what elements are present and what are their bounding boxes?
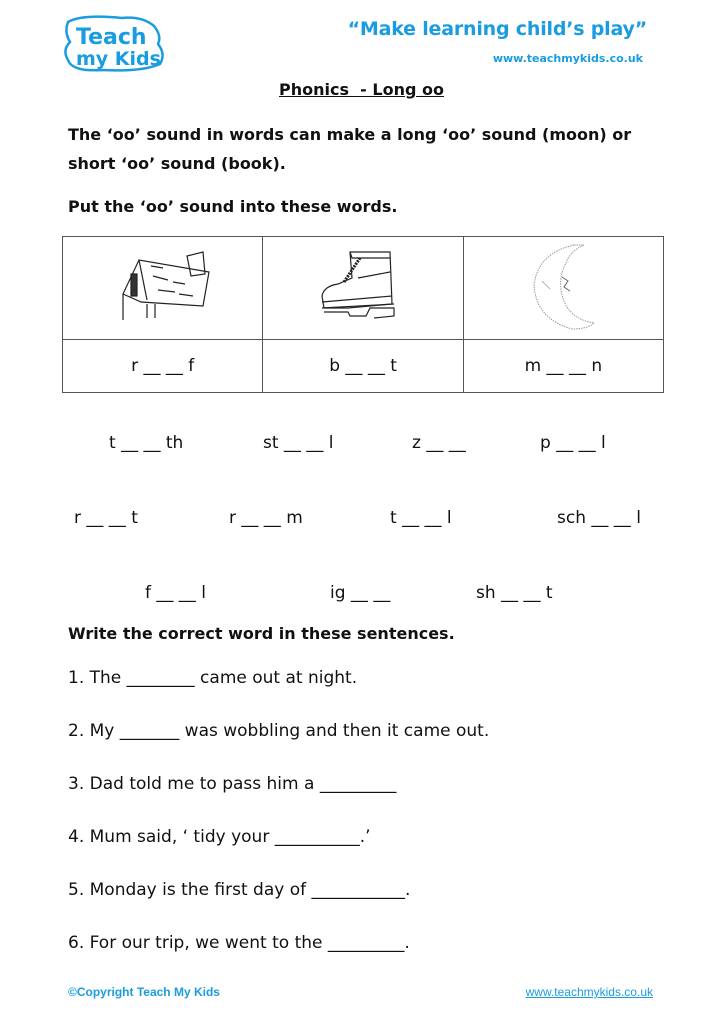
fill-word: f __ __ l bbox=[145, 583, 206, 603]
sentence-4: 4. Mum said, ‘ tidy your __________.’ bbox=[68, 827, 371, 847]
intro-text: The ‘oo’ sound in words can make a long ‘oo’ sound (moon) or short ‘oo’ sound (book). bbox=[68, 125, 632, 173]
word-cell-boot bbox=[263, 340, 463, 393]
sentence-3: 3. Dad told me to pass him a _________ bbox=[68, 774, 397, 794]
fill-word: sh __ __ t bbox=[476, 583, 553, 603]
svg-text:my Kids: my Kids bbox=[76, 48, 161, 70]
roof-icon bbox=[113, 246, 213, 326]
picture-cell-roof bbox=[63, 237, 263, 340]
fill-word: r __ __ f bbox=[131, 356, 195, 376]
fill-word: r __ __ t bbox=[74, 508, 138, 528]
instruction-fill: Put the ‘oo’ sound into these words. bbox=[68, 197, 398, 216]
fill-word: z __ __ bbox=[412, 433, 466, 453]
teach-my-kids-logo bbox=[62, 14, 166, 72]
sentence-5: 5. Monday is the first day of ___________. bbox=[68, 880, 411, 900]
sentence-2: 2. My _______ was wobbling and then it came out. bbox=[68, 721, 490, 741]
picture-table bbox=[62, 236, 664, 393]
fill-word: r __ __ m bbox=[229, 508, 303, 528]
word-cell-moon bbox=[463, 340, 663, 393]
picture-cell-boot bbox=[263, 237, 463, 340]
sentence-1: 1. The ________ came out at night. bbox=[68, 668, 358, 688]
boot-icon bbox=[318, 246, 408, 326]
picture-cell-moon bbox=[463, 237, 663, 340]
tagline: “Make learning child’s play” bbox=[347, 18, 647, 40]
sentence-6: 6. For our trip, we went to the _________. bbox=[68, 933, 410, 953]
instruction-sentences: Write the correct word in these sentences. bbox=[68, 624, 455, 643]
fill-word: st __ __ l bbox=[263, 433, 334, 453]
fill-word: sch __ __ l bbox=[557, 508, 641, 528]
fill-word: ig __ __ bbox=[330, 583, 391, 603]
word-cell-roof bbox=[63, 340, 263, 393]
fill-word: b __ __ t bbox=[329, 356, 397, 376]
footer-copyright: ©Copyright Teach My Kids bbox=[68, 985, 220, 999]
header-website[interactable]: www.teachmykids.co.uk bbox=[492, 52, 643, 65]
page-title: Phonics - Long oo bbox=[279, 80, 444, 99]
moon-icon bbox=[528, 241, 598, 331]
footer-website-link[interactable]: www.teachmykids.co.uk bbox=[525, 985, 653, 999]
fill-word: p __ __ l bbox=[540, 433, 606, 453]
svg-text:Teach: Teach bbox=[76, 25, 147, 50]
fill-word: t __ __ th bbox=[109, 433, 184, 453]
fill-word: m __ __ n bbox=[524, 356, 603, 376]
fill-word: t __ __ l bbox=[390, 508, 452, 528]
